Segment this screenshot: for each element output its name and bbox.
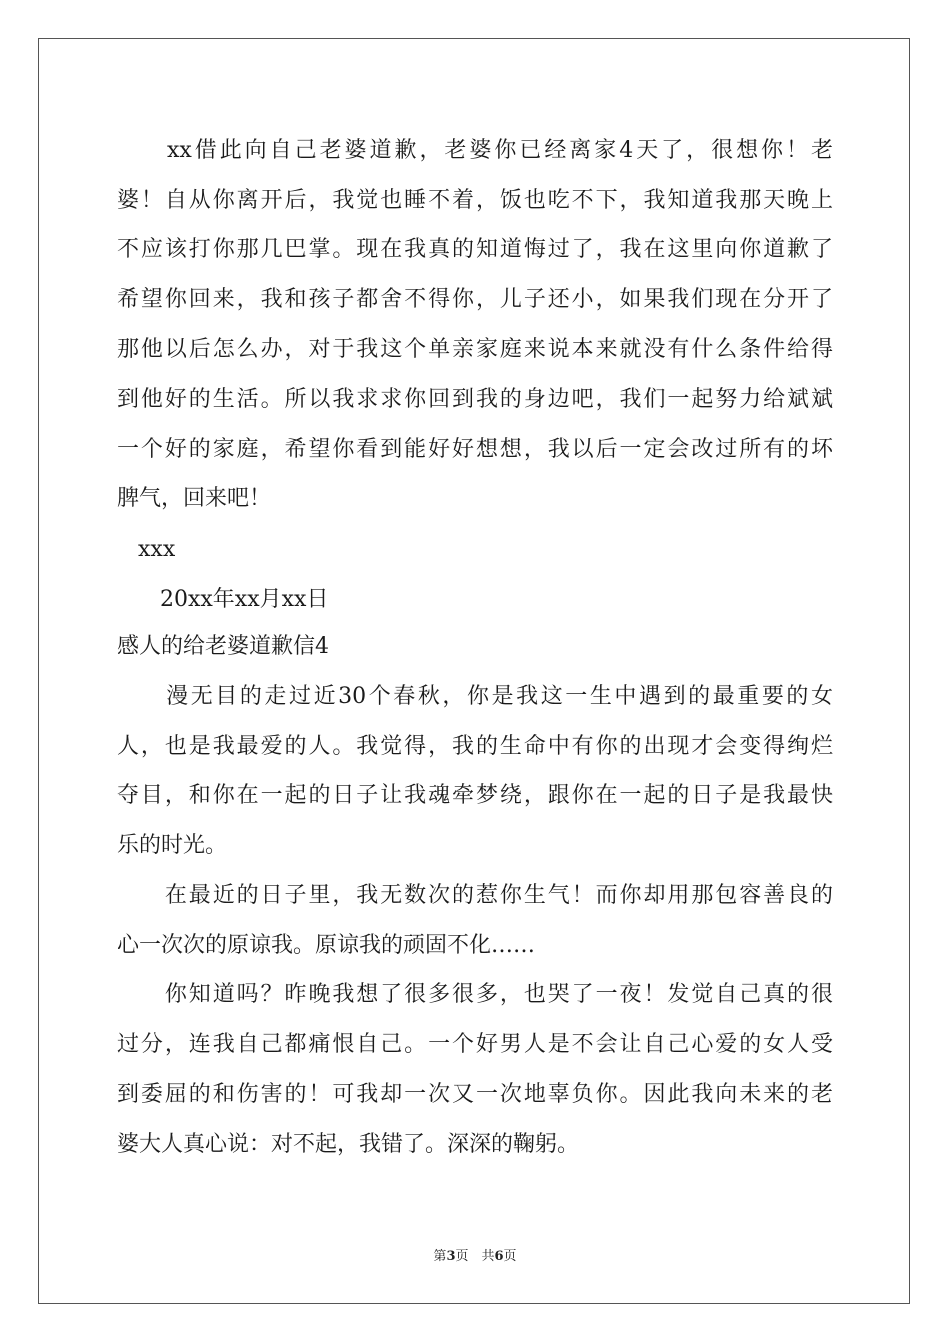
page-number-mid: 页 共 [455,1249,495,1264]
page-number-current: 3 [446,1249,456,1264]
paragraph-4-line-1: 你知道吗？昨晚我想了很多很多，也哭了一夜！发觉自己真的很 [117,982,833,1007]
paragraph-1-line-8: 脾气，回来吧！ [117,486,272,511]
paragraph-2-line-4: 乐的时光。 [117,833,228,858]
page-number [0,1248,950,1266]
paragraph-3-line-1: 在最近的日子里，我无数次的惹你生气！而你却用那包容善良的 [117,883,833,908]
paragraph-1-line-1: xx借此向自己老婆道歉，老婆你已经离家4天了，很想你！老 [117,138,833,163]
paragraph-4-line-2: 过分，连我自己都痛恨自己。一个好男人是不会让自己心爱的女人受 [117,1032,833,1057]
paragraph-1-line-7: 一个好的家庭，希望你看到能好好想想，我以后一定会改过所有的坏 [117,437,833,462]
paragraph-2-line-1: 漫无目的走过近30个春秋，你是我这一生中遇到的最重要的女 [117,684,833,709]
page-number-suffix: 页 [503,1249,517,1264]
letter-date: 20xx年xx月xx日 [160,587,329,612]
paragraph-1-line-5: 那他以后怎么办，对于我这个单亲家庭来说本来就没有什么条件给得 [117,337,833,362]
paragraph-1-line-6: 到他好的生活。所以我求求你回到我的身边吧，我们一起努力给斌斌 [117,387,833,412]
paragraph-1-line-3: 不应该打你那几巴掌。现在我真的知道悔过了，我在这里向你道歉了 [117,237,833,262]
paragraph-2-line-3: 夺目，和你在一起的日子让我魂牵梦绕，跟你在一起的日子是我最快 [117,783,833,808]
signature: xxx [138,537,176,562]
paragraph-2-line-2: 人，也是我最爱的人。我觉得，我的生命中有你的出现才会变得绚烂 [117,734,833,759]
paragraph-1-line-2: 婆！自从你离开后，我觉也睡不着，饭也吃不下，我知道我那天晚上 [117,188,833,213]
paragraph-4-line-3: 到委屈的和伤害的！可我却一次又一次地辜负你。因此我向未来的老 [117,1082,833,1107]
page-number-total: 6 [494,1249,504,1264]
page-number-prefix: 第 [433,1249,447,1264]
paragraph-4-line-4: 婆大人真心说：对不起，我错了。深深的鞠躬。 [117,1132,580,1157]
page-frame [38,38,910,1304]
paragraph-1-line-4: 希望你回来，我和孩子都舍不得你，儿子还小，如果我们现在分开了 [117,287,833,312]
paragraph-3-line-2: 心一次次的原谅我。原谅我的顽固不化…… [117,933,536,958]
section-title: 感人的给老婆道歉信4 [117,634,329,659]
